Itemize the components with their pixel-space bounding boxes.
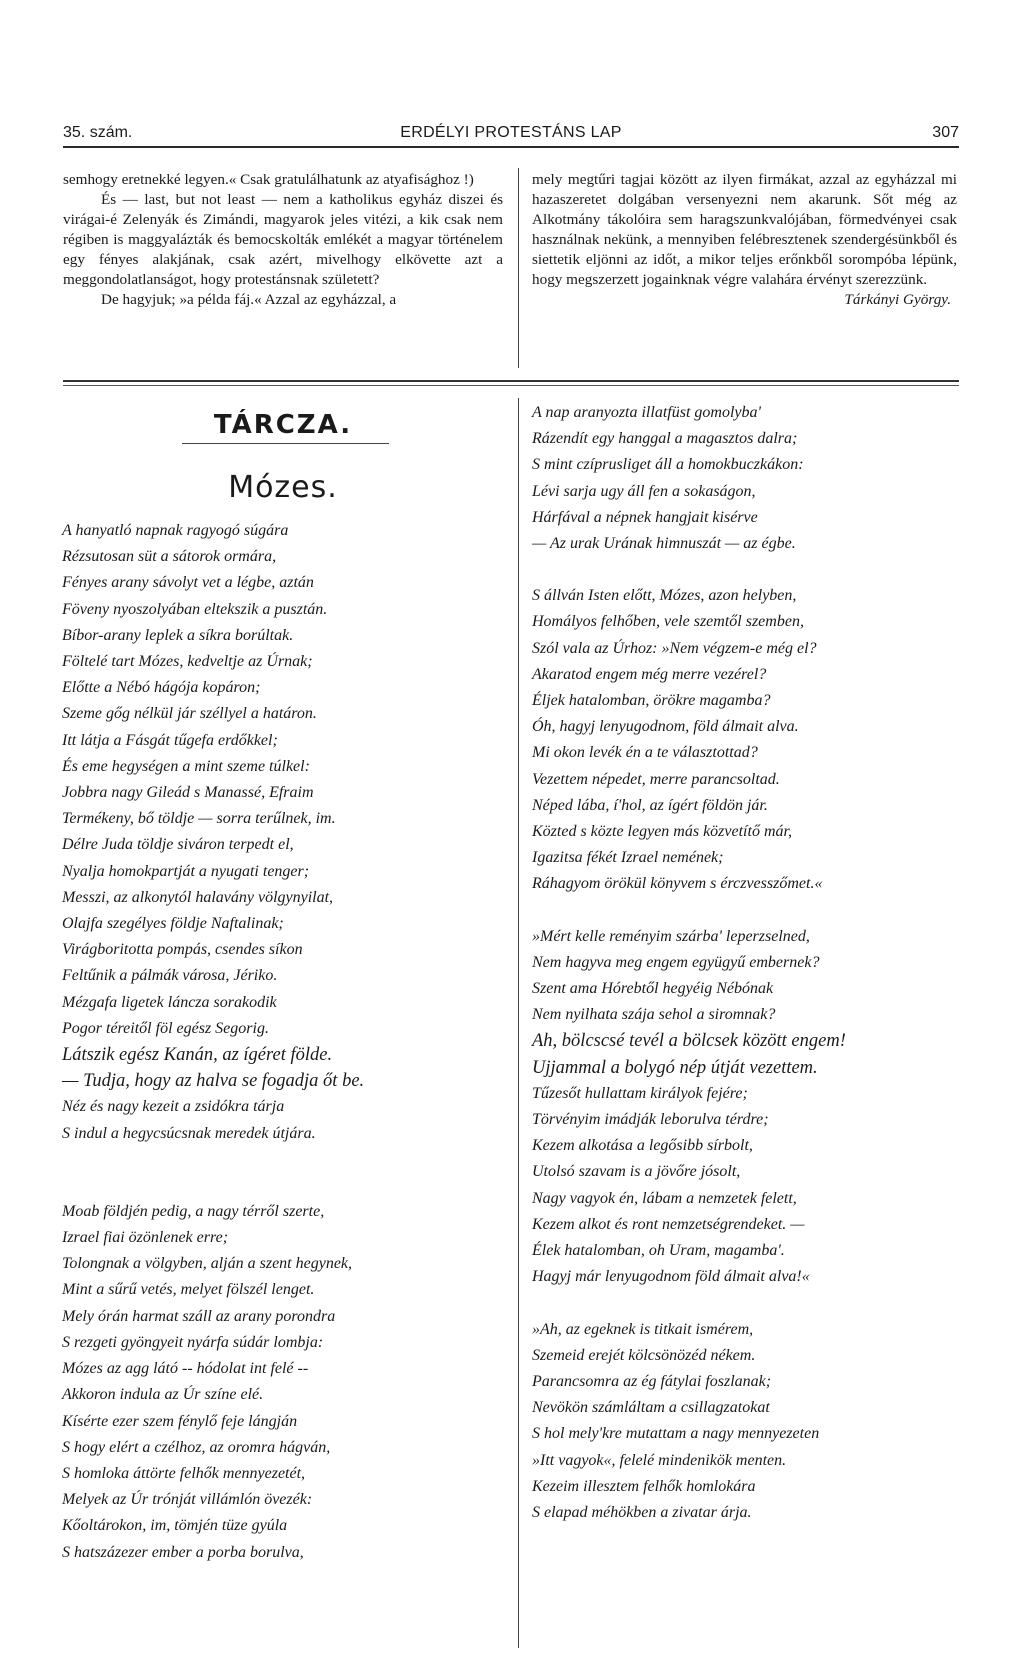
poem-line: Óh, hagyj lenyugodnom, föld álmait alva. [532, 718, 799, 736]
poem-line: Hárfával a népnek hangjait kisérve [532, 508, 758, 526]
poem-line: Hagyj már lenyugodnom föld álmait alva!« [532, 1268, 810, 1286]
poem-line: Homályos felhőben, vele szemtől szemben, [532, 613, 804, 631]
right-prose-column [532, 170, 957, 310]
poem-line: Nyalja homokpartját a nyugati tenger; [62, 862, 310, 880]
poem-line: Virágboritotta pompás, csendes síkon [62, 941, 303, 959]
poem-line: S állván Isten előtt, Mózes, azon helyben, [532, 587, 797, 605]
stanza-break [62, 1173, 502, 1199]
poem-title: Mózes. [228, 470, 338, 505]
poem-line: S mint czíprusliget áll a homokbuczkákon: [532, 456, 804, 474]
prose-paragraph: mely megtűri tagjai között az ilyen firmákat, azzal az egyházzal mi hazaszeretet dolgában versenyezni nem akarunk. Sőt még az Alkotmány tákolóira sem haragszunkvalójában, förmedvényei csak használnak nekünk, a mennyiben felébresztenek szendergésünkből és siettetik eljönni az időt, a mikor teljes erőnkből sorompóba lépünk, hogy megszerzett jogainknak végre valahára érvényt szerezzünk. [532, 171, 957, 288]
left-poem-column [62, 518, 502, 1566]
left-prose-column [63, 170, 503, 310]
poem-line: Rézsutosan süt a sátorok ormára, [62, 548, 277, 566]
poem-line: — Az urak Urának himnuszát — az égbe. [532, 535, 796, 553]
poem-line: Kísérte ezer szem fénylő feje lángján [62, 1412, 298, 1430]
poem-line: Melyek az Úr trónját villámlón övezék: [62, 1491, 313, 1509]
poem-line: Mi okon levék én a te választottad? [532, 744, 758, 762]
poem-line: Délre Juda töldje siváron terpedt el, [62, 836, 294, 854]
poem-line: Látszik egész Kanán, az ígéret földe. [62, 1045, 333, 1066]
poem-line: Termékeny, bő töldje — sorra terűlnek, im. [62, 810, 336, 828]
poem-line: Ráhagyom örökül könyvem s érczvesszőmet.« [532, 875, 823, 893]
stanza-break [62, 1147, 502, 1173]
poem-line: Kezem alkotása a legősibb sírbolt, [532, 1137, 753, 1155]
poem-line: Jobbra nagy Gileád s Manassé, Efraim [62, 784, 314, 802]
poem-line: Mint a sűrű vetés, melyet fölszél lenget. [62, 1281, 315, 1299]
poem-line: Pogor téreitől föl egész Segorig. [62, 1019, 269, 1037]
poem-line: »Itt vagyok«, felelé mindenikök menten. [532, 1451, 787, 1469]
poem-line: S elapad méhökben a zivatar árja. [532, 1503, 752, 1521]
issue-number: 35. szám. [63, 124, 133, 141]
poem-line: S rezgeti gyöngyeit nyárfa súdár lombja: [62, 1333, 324, 1351]
poem-line: Néped lába, í'hol, az ígért földön jár. [532, 796, 768, 814]
poem-line: S homloka áttörte felhők mennyezetét, [62, 1464, 306, 1482]
author-signature: Tárkányi György. [844, 291, 951, 308]
poem-line: »Mért kelle reményim szárba' leperzselned, [532, 927, 810, 945]
poem-line: Akaratod engem még merre vezérel? [532, 665, 767, 683]
poem-line: Utolsó szavam is a jövőre jósolt, [532, 1163, 741, 1181]
prose-paragraph: semhogy eretnekké legyen.« Csak gratulálhatunk az atyafisághoz !) [63, 171, 474, 188]
section-divider [63, 380, 959, 382]
poem-line: Ujjammal a bolygó nép útját vezettem. [532, 1057, 818, 1078]
section-heading: TÁRCZA. [213, 410, 353, 440]
poem-line: Rázendít egy hanggal a magasztos dalra; [532, 430, 798, 448]
poem-line: Előtte a Nébó hágója kopáron; [62, 679, 261, 697]
poem-line: Olajfa szegélyes földje Naftalinak; [62, 915, 284, 933]
journal-title: ERDÉLYI PROTESTÁNS LAP [400, 124, 622, 141]
poem-line: S hatszázezer ember a porba borulva, [62, 1543, 304, 1561]
poem-line: Itt látja a Fásgát tűgefa erdőkkel; [62, 731, 278, 749]
poem-line: Nem nyilhata szája sehol a siromnak? [532, 1006, 776, 1024]
poem-line: Tolongnak a völgyben, alján a szent hegynek, [62, 1255, 353, 1273]
poem-line: Kezeim illesztem felhők homlokára [532, 1477, 756, 1495]
poem-line: Nagy vagyok én, lábam a nemzetek felett, [532, 1189, 797, 1207]
poem-line: Akkoron indula az Úr színe elé. [62, 1386, 264, 1404]
poem-line: Fényes arany sávolyt vet a légbe, aztán [62, 574, 314, 592]
column-divider [518, 168, 519, 368]
poem-line: Lévi sarja ugy áll fen a sokaságon, [532, 482, 756, 500]
poem-line: Tűzesőt hullattam királyok fejére; [532, 1084, 748, 1102]
poem-line: Mézgafa ligetek láncza sorakodik [62, 993, 277, 1011]
poem-line: Mózes az agg látó -- hódolat int felé -- [62, 1360, 309, 1378]
poem-line: A hanyatló napnak ragyogó súgára [62, 522, 289, 539]
poem-line: Föveny nyoszolyában eltekszik a pusztán. [62, 600, 328, 618]
stanza-break [532, 557, 957, 583]
page-number: 307 [932, 124, 959, 141]
poem-line: Szent ama Hórebtől hegyéig Nébónak [532, 980, 774, 998]
poem-line: Izrael fiai özönlenek erre; [62, 1229, 229, 1247]
poem-line: S indul a hegycsúcsnak meredek útjára. [62, 1124, 316, 1142]
poem-line: S hol mely'kre mutattam a nagy mennyezeten [532, 1425, 820, 1443]
prose-paragraph: És — last, but not least — nem a katholikus egyház diszei és virágai-é Zelenyák és Zimándi, magyarok jeles vitézi, a kik csak nem régiben is maggyalázták és bemocskolták emlékét a magyar történelem egy fényes alakjának, csak azért, mivelhogy elkövette azt a meggondolatlanságot, hogy protestánsnak született? [63, 191, 503, 288]
poem-line: Kezem alkot és ront nemzetségrendeket. — [532, 1215, 805, 1233]
poem-line: Kőoltárokon, im, tömjén tüze gyúla [62, 1517, 288, 1535]
stanza-break [532, 1291, 957, 1317]
poem-line: S hogy elért a czélhoz, az oromra hágván, [62, 1438, 331, 1456]
poem-line: Feltűnik a pálmák városa, Jériko. [62, 967, 278, 985]
poem-line: Törvényim imádják leborulva térdre; [532, 1111, 769, 1129]
poem-line: Szemeid erejét kölcsönözéd nékem. [532, 1346, 756, 1364]
poem-line: Vezettem népedet, merre parancsoltad. [532, 770, 780, 788]
poem-line: És eme hegységen a mint szeme túlkel: [62, 757, 310, 775]
poem-line: Bíbor-arany leplek a síkra borúltak. [62, 626, 294, 644]
poem-line: Éljek hatalomban, örökre magamba? [532, 692, 771, 710]
section-divider-thin [63, 385, 959, 386]
poem-line: Igazitsa fékét Izrael nemének; [532, 849, 724, 867]
poem-line: Föltelé tart Mózes, kedveltje az Úrnak; [62, 653, 313, 671]
running-header [63, 124, 959, 146]
poem-line: Mely órán harmat száll az arany porondra [62, 1307, 336, 1325]
header-rule [63, 146, 959, 148]
poem-line: Parancsomra az ég fátylai foszlanak; [532, 1372, 772, 1390]
prose-paragraph: De hagyjuk; »a példa fáj.« Azzal az egyházzal, a [101, 291, 397, 308]
poem-line: A nap aranyozta illatfüst gomolyba' [532, 404, 761, 421]
poem-line: Szól vala az Úrhoz: »Nem végzem-e még el? [532, 639, 817, 657]
poem-line: Messzi, az alkonytól halavány völgynyilat, [62, 888, 334, 906]
heading-underline [182, 443, 389, 444]
right-poem-column [532, 400, 957, 1526]
poem-line: »Ah, az egeknek is titkait ismérem, [532, 1320, 754, 1338]
poem-line: Nem hagyva meg engem együgyű embernek? [532, 953, 820, 971]
poem-line: Szeme gőg nélkül jár széllyel a határon. [62, 705, 317, 723]
poem-line: Néz és nagy kezeit a zsidókra tárja [62, 1098, 285, 1116]
poem-line: — Tudja, hogy az halva se fogadja őt be. [62, 1071, 365, 1092]
poem-line: Ah, bölcscsé tevél a bölcsek között engem! [532, 1031, 846, 1052]
column-divider [518, 398, 519, 1648]
poem-line: Élek hatalomban, oh Uram, magamba'. [532, 1242, 785, 1260]
stanza-break [532, 898, 957, 924]
poem-line: Nevökön számláltam a csillagzatokat [532, 1399, 770, 1417]
poem-line: Moab földjén pedig, a nagy térről szerte, [62, 1202, 325, 1220]
poem-line: Közted s közte legyen más közvetítő már, [532, 823, 792, 841]
